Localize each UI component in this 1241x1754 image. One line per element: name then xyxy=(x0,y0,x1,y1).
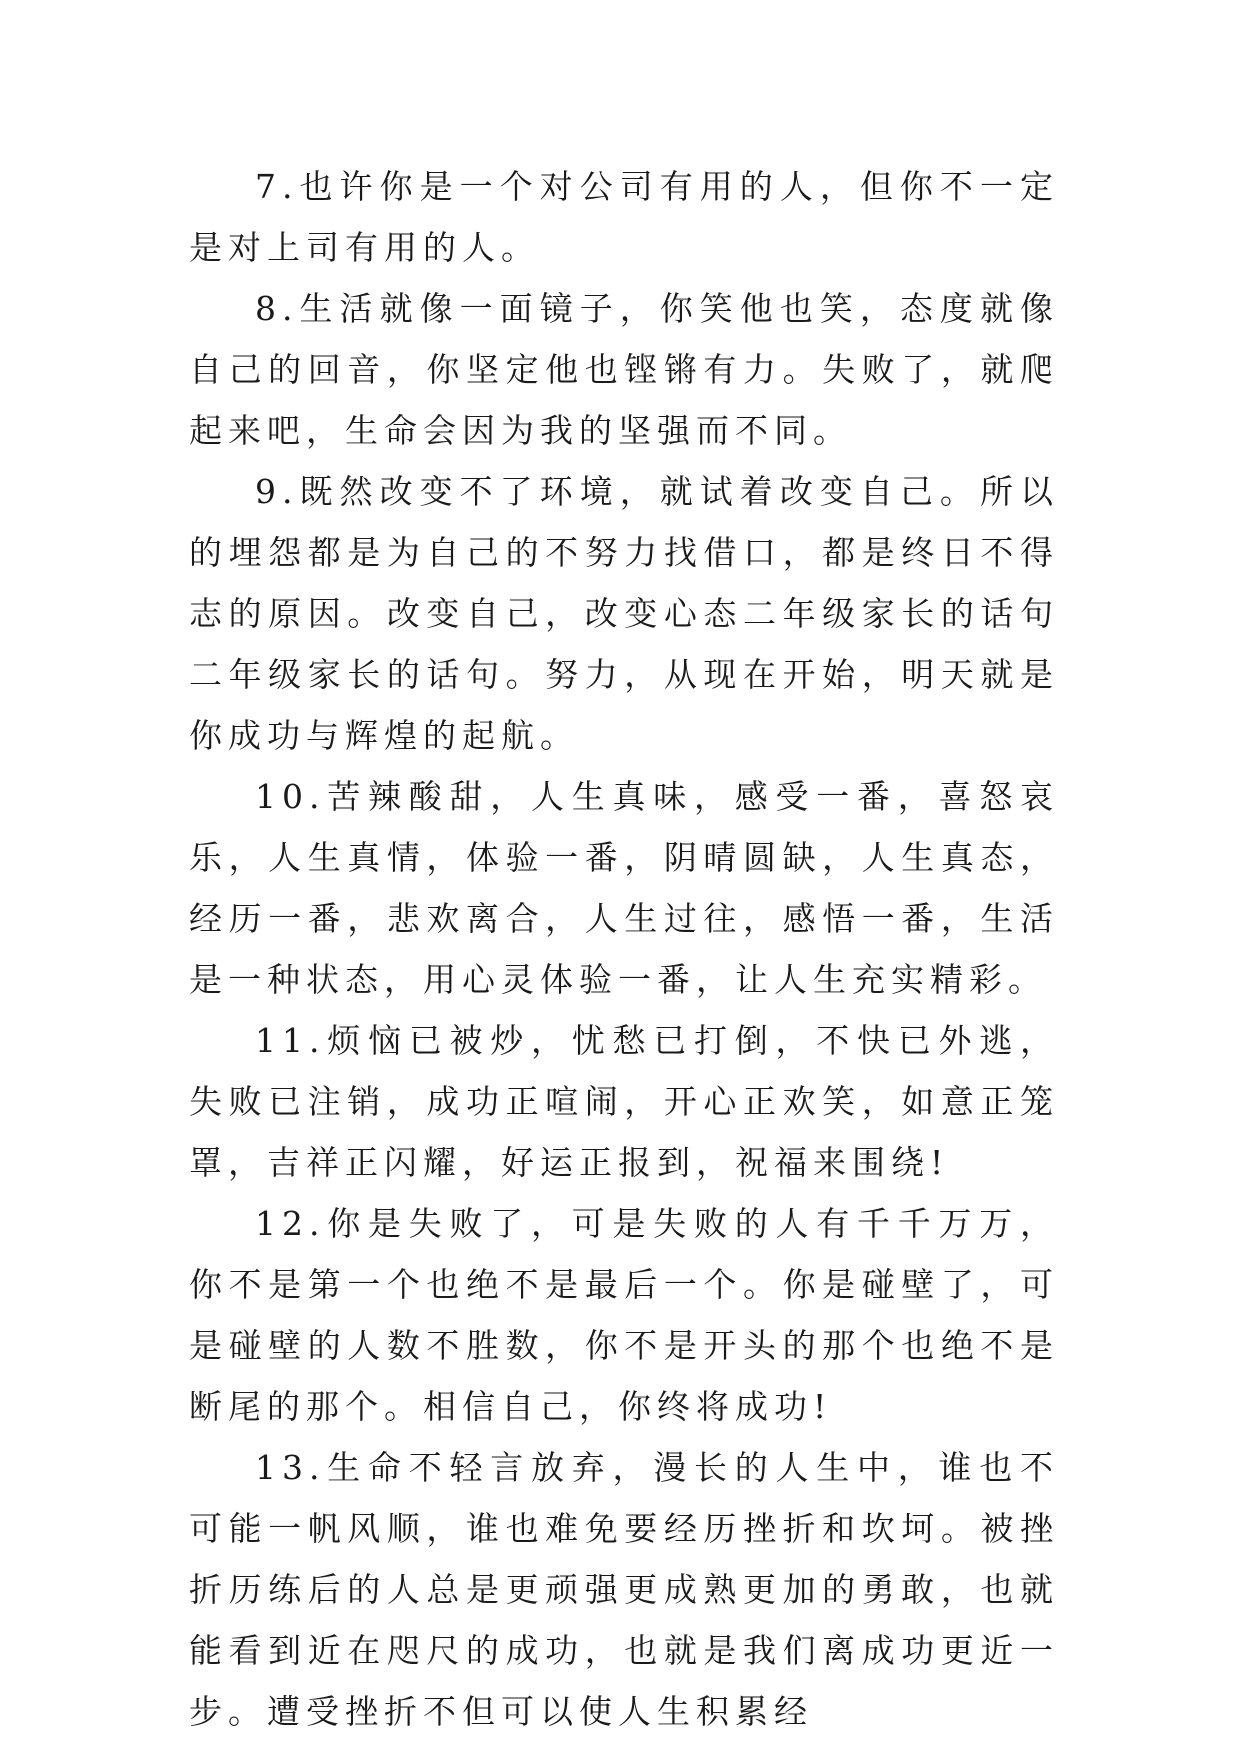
document-body xyxy=(189,156,1059,1742)
paragraph-11: 11.烦恼已被炒，忧愁已打倒，不快已外逃，失败已注销，成功正喧闹，开心正欢笑，如意正笼罩，吉祥正闪耀，好运正报到，祝福来围绕! xyxy=(189,1021,1059,1182)
paragraph-13: 13.生命不轻言放弃，漫长的人生中，谁也不可能一帆风顺，谁也难免要经历挫折和坎坷。被挫折历练后的人总是更顽强更成熟更加的勇敢，也就能看到近在咫尺的成功，也就是我们离成功更近一步。遭受挫折不但可以使人生积累经 xyxy=(189,1448,1059,1731)
paragraph-9: 9.既然改变不了环境，就试着改变自己。所以的埋怨都是为自己的不努力找借口，都是终日不得志的原因。改变自己，改变心态二年级家长的话句二年级家长的话句。努力，从现在开始，明天就是你成功与辉煌的起航。 xyxy=(189,472,1059,755)
paragraph-10: 10.苦辣酸甜，人生真味，感受一番，喜怒哀乐，人生真情，体验一番，阴晴圆缺，人生真态，经历一番，悲欢离合，人生过往，感悟一番，生活是一种状态，用心灵体验一番，让人生充实精彩。 xyxy=(189,777,1059,999)
paragraph-7: 7.也许你是一个对公司有用的人，但你不一定是对上司有用的人。 xyxy=(189,167,1059,267)
paragraph-8: 8.生活就像一面镜子，你笑他也笑，态度就像自己的回音，你坚定他也铿锵有力。失败了，就爬起来吧，生命会因为我的坚强而不同。 xyxy=(189,289,1059,450)
paragraph-12: 12.你是失败了，可是失败的人有千千万万，你不是第一个也绝不是最后一个。你是碰壁了，可是碰壁的人数不胜数，你不是开头的那个也绝不是断尾的那个。相信自己，你终将成功! xyxy=(189,1204,1059,1426)
